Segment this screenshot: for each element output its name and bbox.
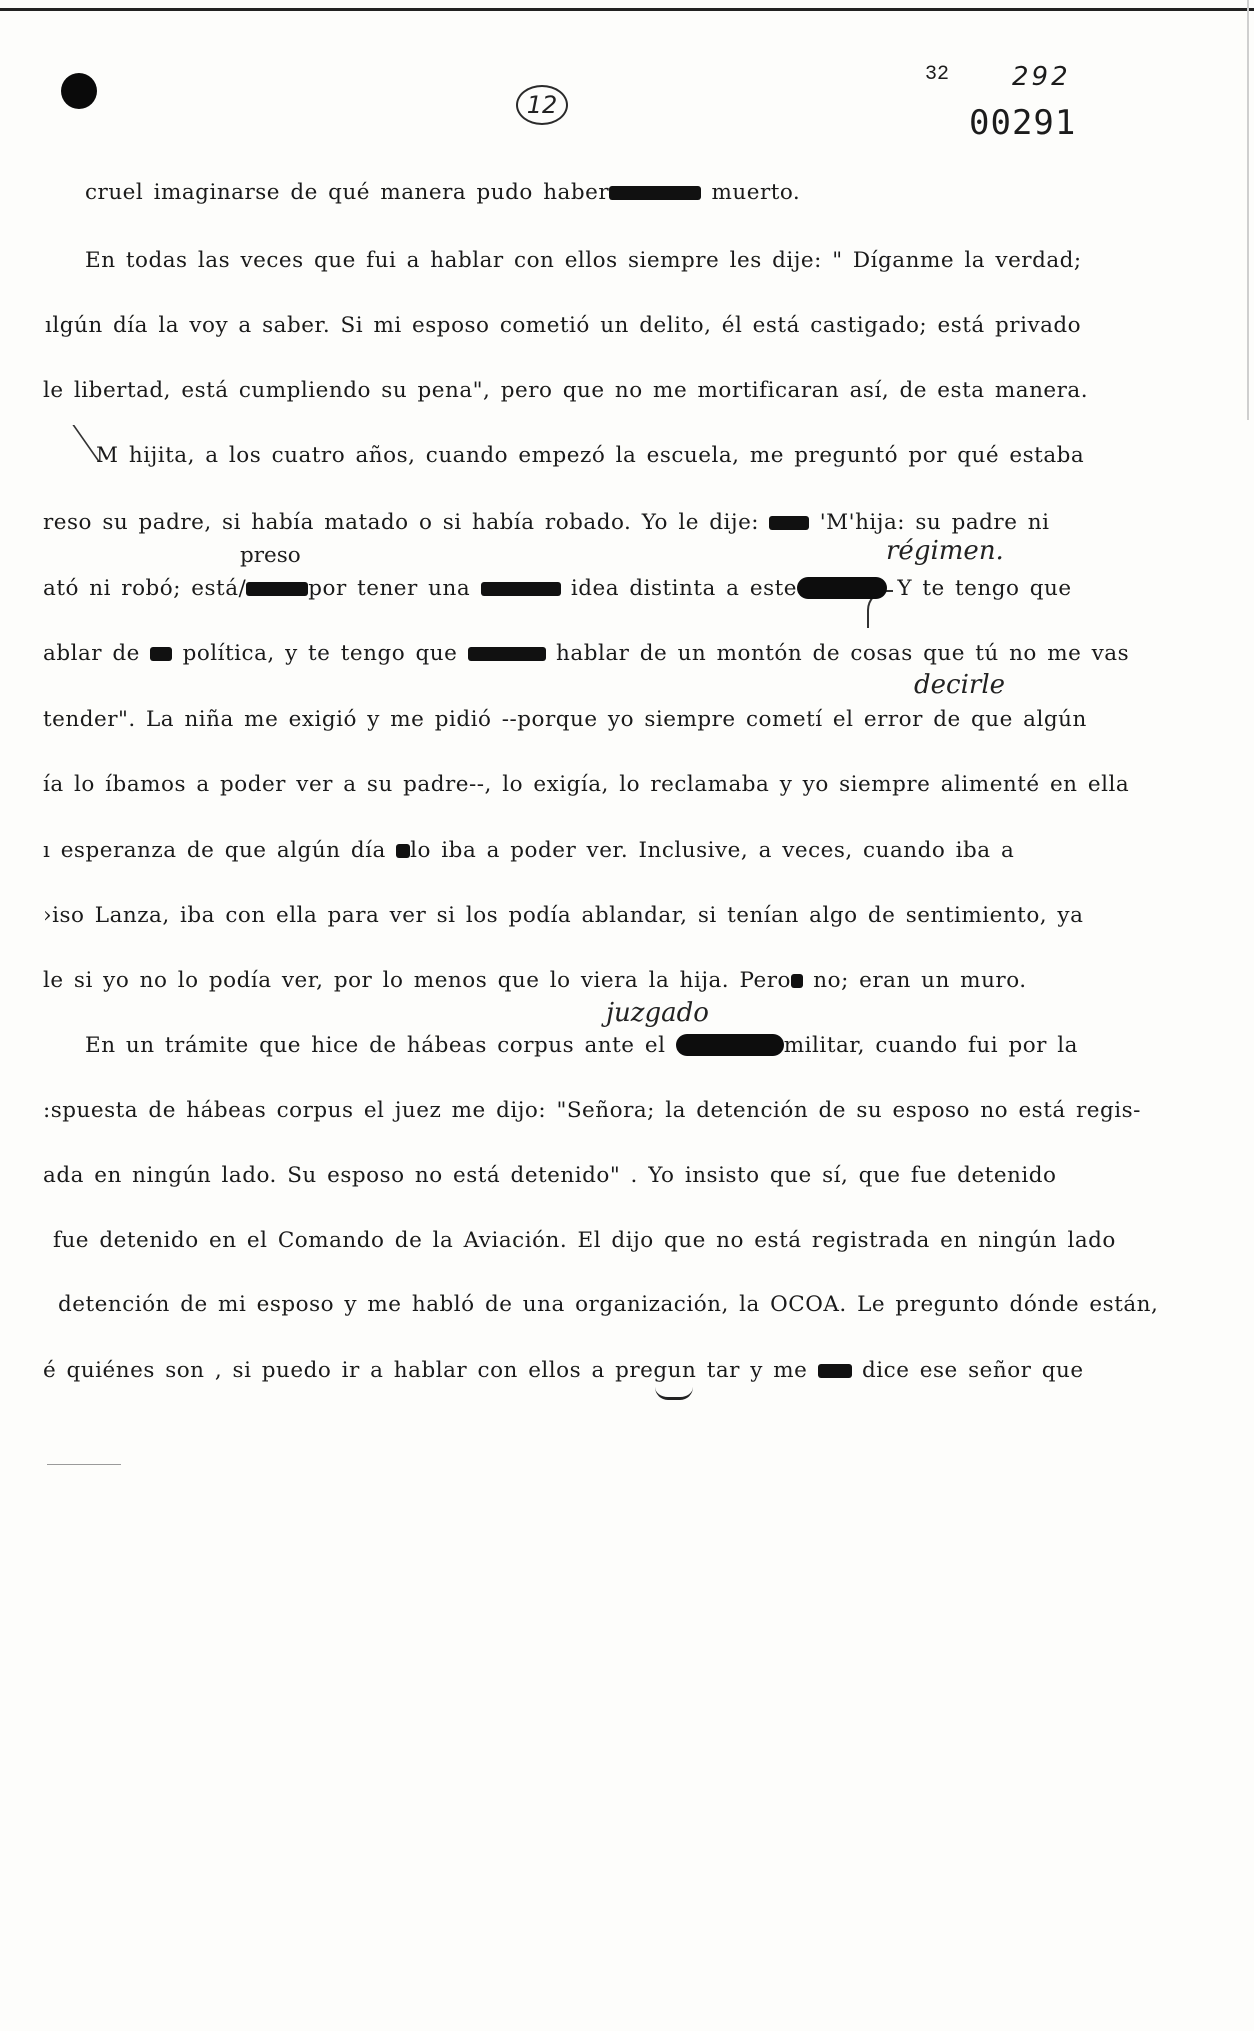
text-line-7-d: Y te tengo que — [897, 576, 1072, 601]
text-line-19-a: é quiénes son , si puedo ir a hablar con ellos a pregun tar y me — [43, 1358, 808, 1383]
text-line-3: ılgún día la voy a saber. Si mi esposo cometió un delito, él está castigado; está privado — [45, 313, 1082, 338]
text-line-6-b: 'M'hija: su padre ni — [819, 510, 1050, 535]
text-line-18: detención de mi esposo y me habló de una organización, la OCOA. Le pregunto dónde están, — [58, 1292, 1159, 1317]
text-line-8-a: ablar de — [43, 641, 140, 666]
stamped-document-number: 00291 — [969, 103, 1077, 143]
typed-overstrike — [769, 516, 809, 530]
text-line-7 — [43, 576, 1072, 601]
text-line-9: tender". La niña me exigió y me pidió --porque yo siempre cometí el error de que algún — [43, 707, 1087, 732]
text-line-11-a: ı esperanza de que algún día — [43, 838, 386, 863]
typed-insertion-preso: preso — [240, 543, 301, 568]
text-line-19 — [43, 1358, 1084, 1383]
circled-page-marker: 12 — [516, 85, 568, 125]
handwritten-page-number: 292 — [1012, 62, 1071, 92]
text-line-14-b: militar, cuando fui por la — [783, 1033, 1078, 1058]
text-line-8-c: hablar de un montón de cosas que tú no me vas — [556, 641, 1130, 666]
handwritten-annotation-decirle: decirle — [914, 670, 1006, 700]
top-rule — [0, 8, 1254, 11]
text-line-1 — [85, 180, 800, 205]
handwritten-annotation-regimen: régimen. — [886, 536, 1004, 566]
text-line-14-a: En un trámite que hice de hábeas corpus ante el — [85, 1033, 666, 1058]
typed-overstrike — [246, 582, 308, 596]
text-line-1-a: cruel imaginarse de qué manera pudo haber — [85, 180, 610, 205]
handwritten-scribble-redaction — [676, 1034, 784, 1056]
handwritten-annotation-juzgado: juzgado — [606, 998, 709, 1028]
text-line-14 — [85, 1033, 1078, 1058]
page-number: 32 — [925, 63, 950, 86]
text-line-11 — [43, 838, 1014, 863]
text-line-7-c: idea distinta a este — [570, 576, 797, 601]
text-line-7-a: ató ni robó; está/ — [43, 576, 247, 601]
typed-overstrike — [396, 844, 410, 858]
text-line-8 — [43, 641, 1129, 666]
text-line-11-b: lo iba a poder ver. Inclusive, a veces, cuando iba a — [410, 838, 1015, 863]
punch-hole — [61, 73, 97, 109]
typed-overstrike — [818, 1364, 852, 1378]
text-line-17: fue detenido en el Comando de la Aviación. El dijo que no está registrada en ningún lado — [53, 1228, 1116, 1253]
text-line-2: En todas las veces que fui a hablar con ellos siempre les dije: " Díganme la verdad; — [85, 248, 1082, 273]
page-edge-shadow — [1247, 0, 1249, 420]
text-line-10: ía lo íbamos a poder ver a su padre--, lo exigía, lo reclamaba y yo siempre alimenté en ella — [43, 772, 1130, 797]
handwritten-scribble-redaction — [797, 577, 887, 599]
text-line-13-a: le si yo no lo podía ver, por lo menos que lo viera la hija. Pero — [43, 968, 791, 993]
text-line-8-b: política, y te tengo que — [182, 641, 458, 666]
text-line-16: ada en ningún lado. Su esposo no está detenido" . Yo insisto que sí, que fue detenido — [43, 1163, 1057, 1188]
footer-dash — [47, 1464, 121, 1465]
text-line-19-b: dice ese señor que — [862, 1358, 1084, 1383]
typed-overstrike — [609, 186, 701, 200]
text-line-1-b: muerto. — [711, 180, 801, 205]
text-line-5: M hijita, a los cuatro años, cuando empezó la escuela, me preguntó por qué estaba — [96, 443, 1085, 468]
typed-overstrike — [150, 647, 172, 661]
text-line-12: ›iso Lanza, iba con ella para ver si los podía ablandar, si tenían algo de sentimiento, ya — [43, 903, 1084, 928]
text-line-4: le libertad, está cumpliendo su pena", pero que no me mortificaran así, de esta manera. — [43, 378, 1089, 403]
typed-overstrike — [481, 582, 561, 596]
typed-overstrike — [468, 647, 546, 661]
text-line-13 — [43, 968, 1027, 993]
text-line-6 — [43, 510, 1049, 535]
handwritten-join-mark — [655, 1387, 693, 1400]
text-line-13-b: no; eran un muro. — [813, 968, 1027, 993]
text-line-7-b: por tener una — [308, 576, 471, 601]
text-line-6-a: reso su padre, si había matado o si había robado. Yo le dije: — [43, 510, 760, 535]
typed-overstrike — [791, 974, 803, 988]
text-line-15: :spuesta de hábeas corpus el juez me dijo: "Señora; la detención de su esposo no está regis- — [43, 1098, 1141, 1123]
